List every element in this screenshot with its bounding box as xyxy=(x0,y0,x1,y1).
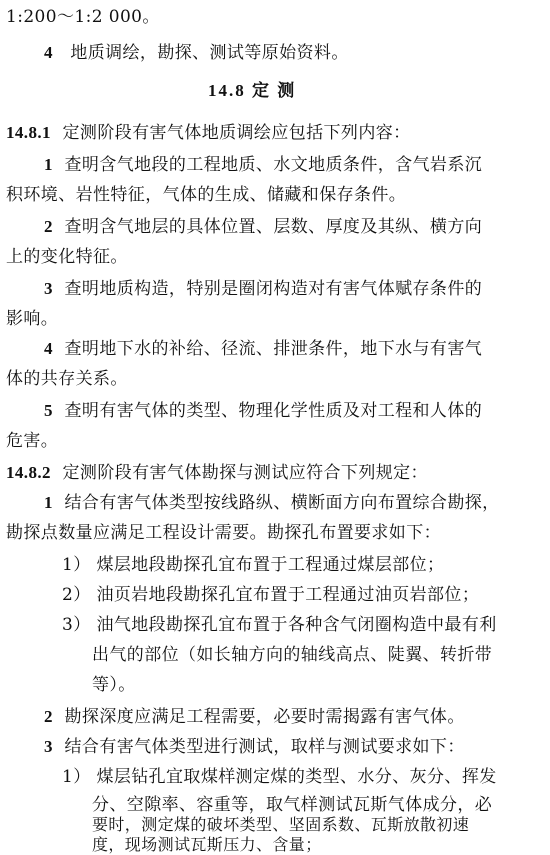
clause-text: 定测阶段有害气体地质调绘应包括下列内容： xyxy=(62,123,411,143)
item-text: 查明地质构造，特别是圈闭构造对有害气体赋存条件的 xyxy=(64,279,483,299)
sub-item xyxy=(62,550,444,575)
list-item-continuation: 积环境、岩性特征，气体的生成、储藏和保存条件。 xyxy=(6,185,407,205)
list-item xyxy=(44,488,500,513)
sub-item-number: 1） xyxy=(62,767,91,787)
item-number: 4 xyxy=(44,339,53,358)
item-text: 查明含气地层的具体位置、层数、厚度及其纵、横方向 xyxy=(64,217,483,237)
item-number: 4 xyxy=(44,43,53,62)
sub-item-text: 煤层钻孔宜取煤样测定煤的类型、水分、灰分、挥发 xyxy=(96,767,497,787)
sub-item-continuation: 分、空隙率、容重等，取气样测试瓦斯气体成分，必 xyxy=(92,795,493,815)
item-number: 2 xyxy=(44,217,53,236)
list-item xyxy=(44,396,482,421)
sub-item-text: 煤层地段勘探孔宜布置于工程通过煤层部位； xyxy=(96,555,445,575)
sub-item-number: 3） xyxy=(62,615,91,635)
list-item-continuation: 上的变化特征。 xyxy=(6,247,128,267)
sub-item-number: 1） xyxy=(62,555,91,575)
sub-item-continuation: 度，现场测试瓦斯压力、含量； xyxy=(92,835,322,854)
clause-14-8-1 xyxy=(6,118,411,143)
clause-number: 14.8.2 xyxy=(6,463,51,482)
item-text: 查明有害气体的类型、物理化学性质及对工程和人体的 xyxy=(64,401,483,421)
item-number: 1 xyxy=(44,155,53,174)
list-item xyxy=(44,212,482,237)
sub-item xyxy=(62,610,497,635)
list-item-continuation: 勘探点数量应满足工程设计需要。勘探孔布置要求如下： xyxy=(6,523,441,543)
item-number: 1 xyxy=(44,493,53,512)
section-title: 14.8 定 测 xyxy=(208,81,297,100)
sub-item-text: 油页岩地段勘探孔宜布置于工程通过油页岩部位； xyxy=(96,585,480,605)
sub-item-continuation: 出气的部位（如长轴方向的轴线高点、陡翼、转折带 xyxy=(92,645,493,665)
item-text: 查明含气地段的工程地质、水文地质条件，含气岩系沉 xyxy=(64,155,483,175)
list-item-continuation: 危害。 xyxy=(6,431,59,451)
item-text: 结合有害气体类型按线路纵、横断面方向布置综合勘探， xyxy=(64,493,500,513)
sub-item-continuation: 要时，测定煤的破坏类型、坚固系数、瓦斯放散初速 xyxy=(92,815,470,834)
list-item xyxy=(44,702,465,727)
clause-14-8-2 xyxy=(6,458,428,483)
list-item xyxy=(44,334,482,359)
scale-ratio-line: 1:200～1:2 000。 xyxy=(6,7,160,27)
item-text: 勘探深度应满足工程需要，必要时需揭露有害气体。 xyxy=(64,707,465,727)
item-text: 查明地下水的补给、径流、排泄条件，地下水与有害气 xyxy=(64,339,483,359)
list-item-continuation: 体的共存关系。 xyxy=(6,369,128,389)
item-number: 2 xyxy=(44,707,53,726)
list-item xyxy=(44,732,465,757)
list-item-continuation: 影响。 xyxy=(6,309,59,329)
sub-item xyxy=(62,762,497,787)
item-text: 结合有害气体类型进行测试，取样与测试要求如下： xyxy=(64,737,465,757)
item-number: 5 xyxy=(44,401,53,420)
item-text: 地质调绘，勘探、测试等原始资料。 xyxy=(70,43,349,63)
item-number: 3 xyxy=(44,737,53,756)
clause-text: 定测阶段有害气体勘探与测试应符合下列规定： xyxy=(62,463,428,483)
sub-item xyxy=(62,580,479,605)
sub-item-continuation: 等）。 xyxy=(92,675,136,695)
sub-item-number: 2） xyxy=(62,585,91,605)
item-4-line xyxy=(44,38,349,63)
list-item xyxy=(44,150,482,175)
item-number: 3 xyxy=(44,279,53,298)
clause-number: 14.8.1 xyxy=(6,123,51,142)
list-item xyxy=(44,274,482,299)
sub-item-text: 油气地段勘探孔宜布置于各种含气闭圈构造中最有利 xyxy=(96,615,497,635)
